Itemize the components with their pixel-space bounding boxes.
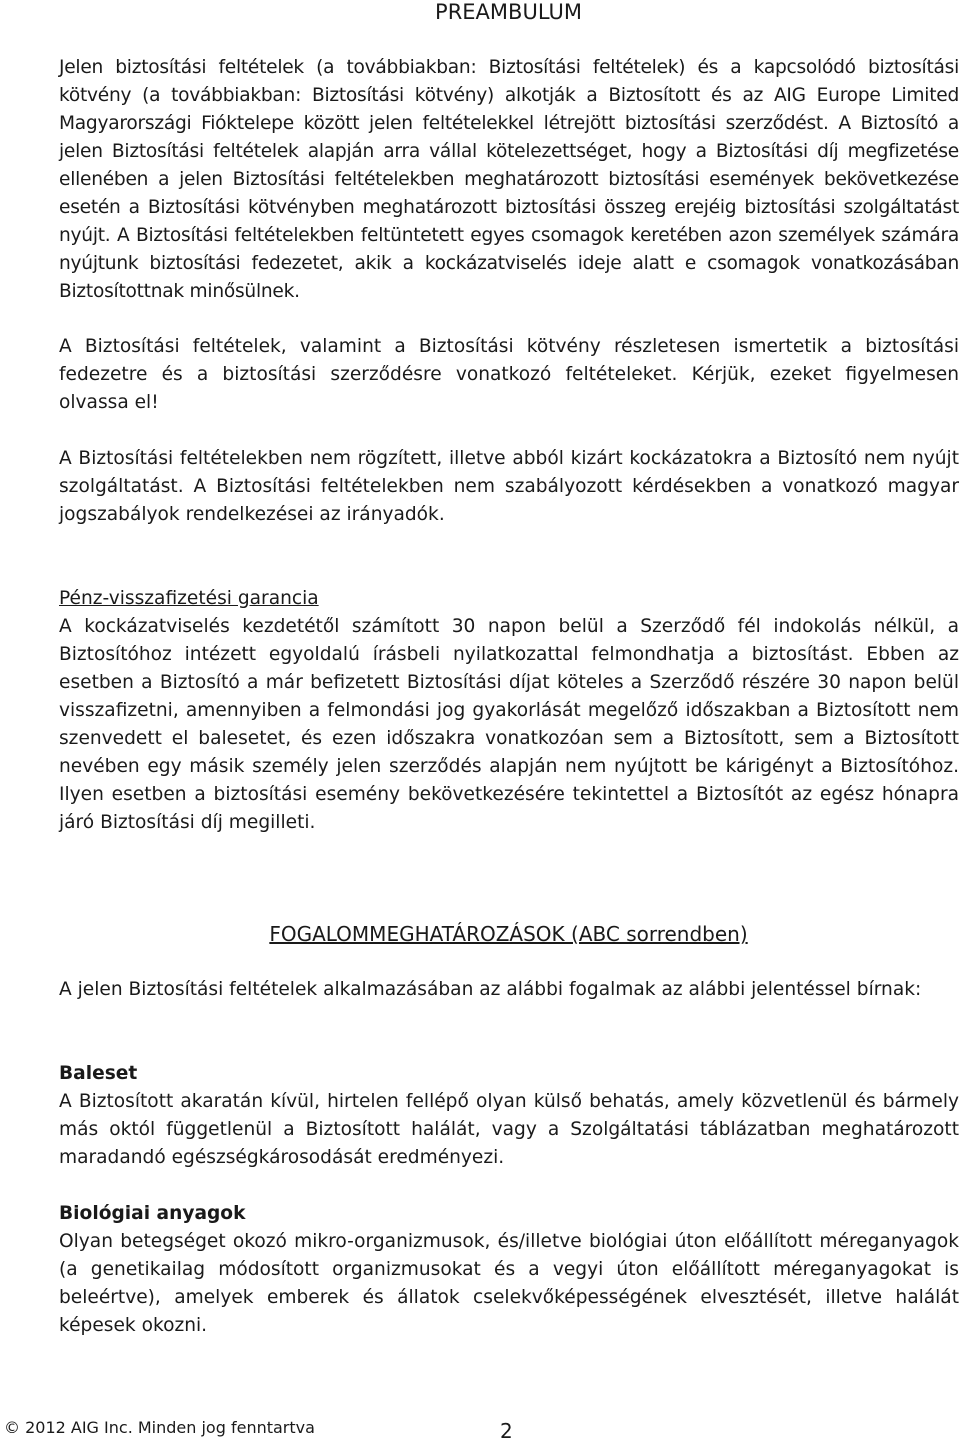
intro-paragraph-2: A Biztosítási feltételek, valamint a Biztosítási kötvény részletesen ismertetik a biztosítási fedezetre és a biztosítási szerződésre vonatkozó feltételeket. Kérjük, ezeket figyelmesen olvassa el! bbox=[59, 336, 959, 413]
page-title: PREAMBULUM bbox=[435, 0, 582, 24]
term-baleset-definition: A Biztosított akaratán kívül, hirtelen fellépő olyan külső behatás, amely közvetlenül és bármely más októl függetlenül a Biztosított halálát, vagy a Szolgáltatási táblázatban meghatározott maradandó egészségkárosodását eredményezi. bbox=[59, 1091, 959, 1168]
copyright-notice: © 2012 AIG Inc. Minden jog fenntartva bbox=[4, 1418, 315, 1437]
definitions-intro: A jelen Biztosítási feltételek alkalmazásában az alábbi fogalmak az alábbi jelentéssel bírnak: bbox=[59, 979, 922, 1000]
term-baleset: Baleset bbox=[59, 1063, 138, 1084]
guarantee-text: A kockázatviselés kezdetétől számított 30 napon belül a Szerződő fél indokolás nélkül, a Biztosítóhoz intézett egyoldalú írásbeli nyilatkozattal felmondhatja a biztosítást. Ebben az esetben a Biztosító a már befizetett Biztosítási díjat köteles a Szerződő részére 30 napon belül visszafizetni, amennyiben a felmondási jog gyakorlását megelőző időszakban a Biztosított nem szenvedett el balesetet, és ezen időszakra vonatkozóan sem a Biztosított, sem a Biztosított nevében egy másik személy jelen szerződés alapján nem nyújtott be kárigényt a Biztosítóhoz. Ilyen esetben a biztosítási esemény bekövetkezésére tekintettel a Biztosítót az egész hónapra járó Biztosítási díj megilleti. bbox=[59, 616, 959, 833]
term-biologiai-anyagok-definition: Olyan betegséget okozó mikro-organizmusok, és/illetve biológiai úton előállított méreganyagok (a genetikailag módosított organizmusokat és a vegyi úton előállított méreganyagokat is beleértve), amelyek emberek és állatok cselekvőképességének elvesztését, illetve halálát képesek okozni. bbox=[59, 1231, 959, 1336]
term-biologiai-anyagok: Biológiai anyagok bbox=[59, 1203, 246, 1224]
intro-paragraph-1: Jelen biztosítási feltételek (a továbbiakban: Biztosítási feltételek) és a kapcsolódó biztosítási kötvény (a továbbiakban: Biztosítási kötvény) alkotják a Biztosított és az AIG Europe Limited Magyarországi Fióktelepe között jelen feltételekkel létrejött biztosítási szerződést. A Biztosító a jelen Biztosítási feltételek alapján arra vállal kötelezettséget, hogy a Biztosítási díj megfizetése ellenében a jelen Biztosítási feltételekben meghatározott biztosítási események bekövetkezése esetén a Biztosítási kötvényben meghatározott biztosítási összeg erejéig biztosítási szolgáltatást nyújt. A Biztosítási feltételekben feltüntetett egyes csomagok keretében azon személyek számára nyújtunk biztosítási fedezetet, akik a kockázatviselés ideje alatt e csomagok vonatkozásában Biztosítottnak minősülnek. bbox=[59, 57, 959, 302]
definitions-heading: FOGALOMMEGHATÁROZÁSOK (ABC sorrendben) bbox=[269, 922, 748, 946]
page-number: 2 bbox=[500, 1419, 513, 1443]
guarantee-heading: Pénz-visszafizetési garancia bbox=[59, 588, 319, 609]
intro-paragraph-3: A Biztosítási feltételekben nem rögzített, illetve abból kizárt kockázatokra a Biztosító nem nyújt szolgáltatást. A Biztosítási feltételekben nem szabályozott kérdésekben a vonatkozó magyar jogszabályok rendelkezései az irányadók. bbox=[59, 448, 959, 525]
